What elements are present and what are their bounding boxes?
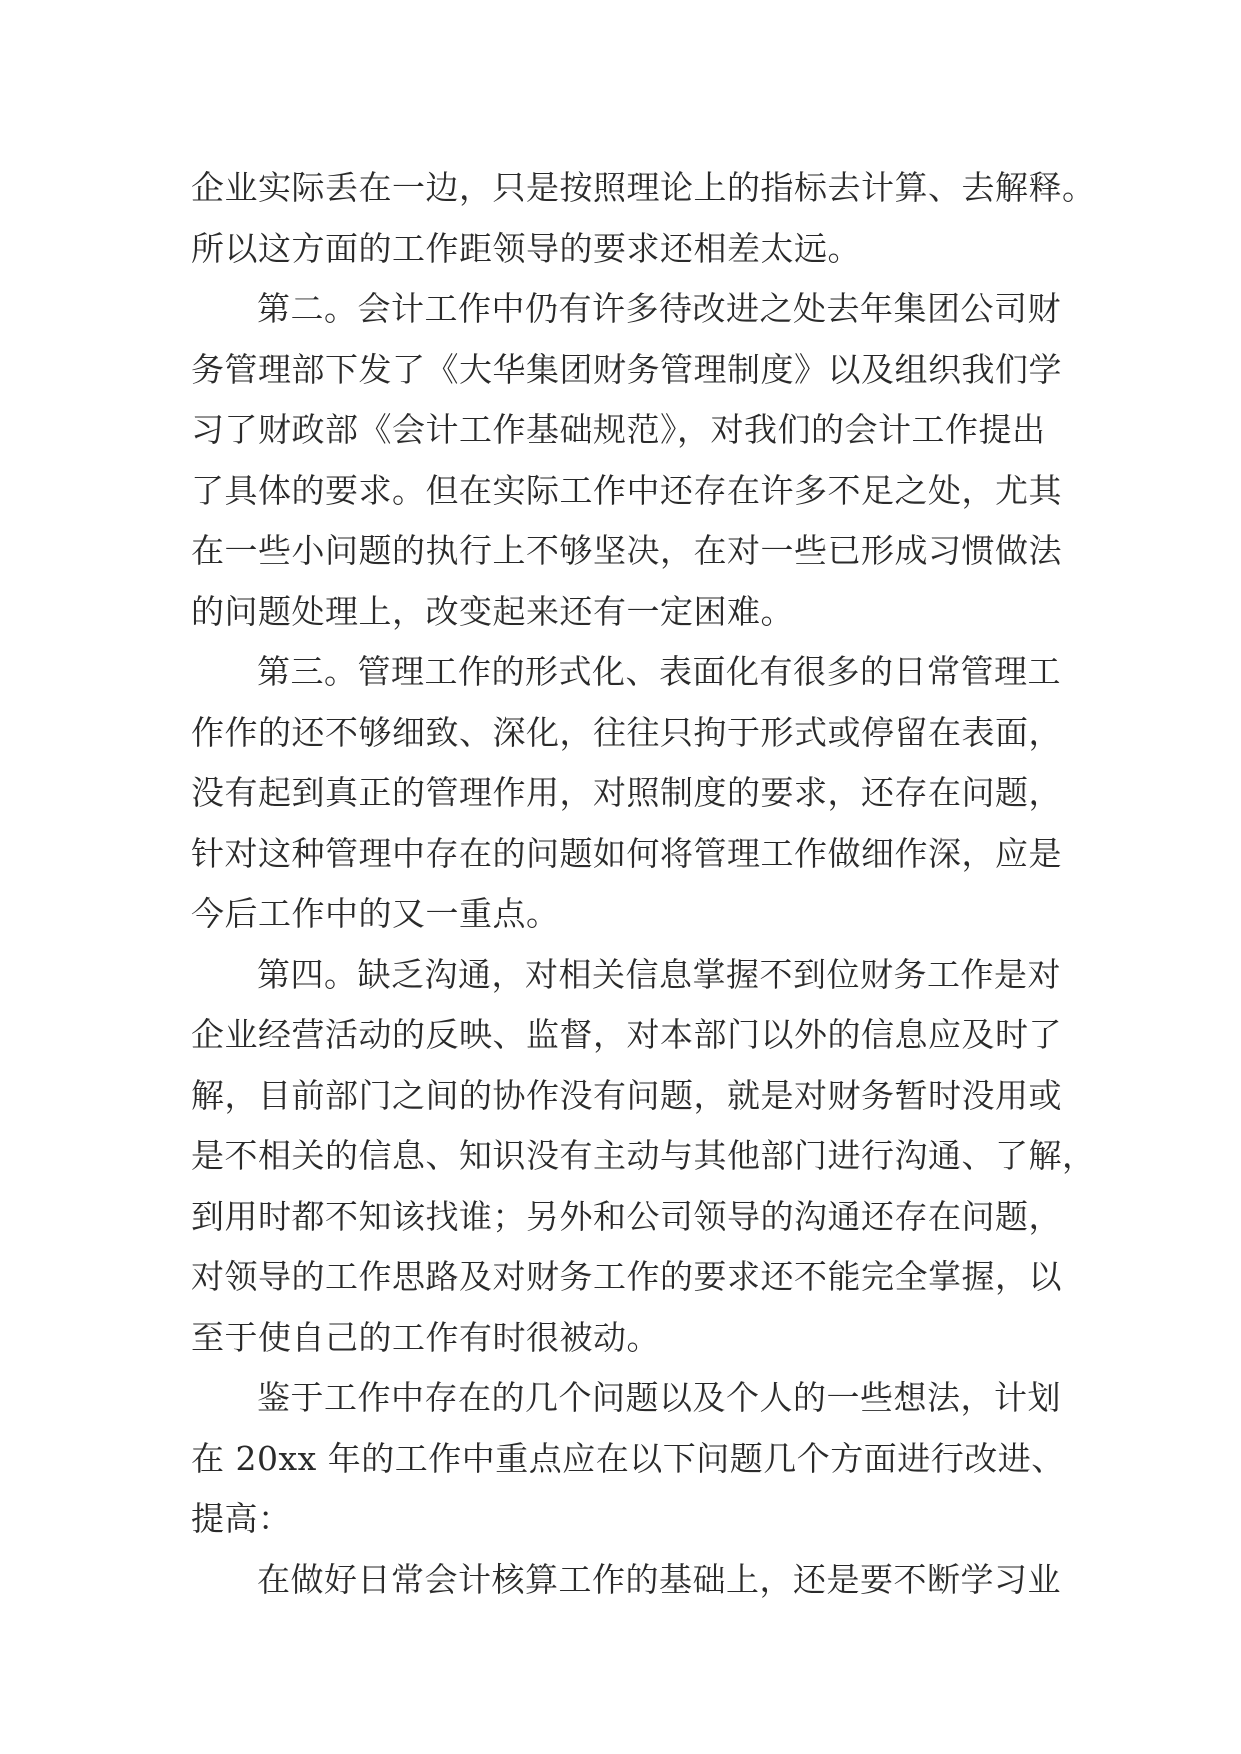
text-line: 解，目前部门之间的协作没有问题，就是对财务暂时没用或 (191, 1075, 1062, 1115)
text-line: 企业经营活动的反映、监督，对本部门以外的信息应及时了 (191, 1015, 1062, 1054)
text-line: 在 20xx 年的工作中重点应在以下问题几个方面进行改进、 (191, 1438, 1065, 1478)
paragraph-start-line: 第四。缺乏沟通，对相关信息掌握不到位财务工作是对 (257, 954, 1061, 994)
text-line: 企业实际丢在一边，只是按照理论上的指标去计算、去解释。 (191, 168, 1096, 207)
text-line: 了具体的要求。但在实际工作中还存在许多不足之处，尤其 (191, 470, 1062, 510)
text-line: 没有起到真正的管理作用，对照制度的要求，还存在问题， (191, 773, 1062, 812)
text-line: 到用时都不知该找谁；另外和公司领导的沟通还存在问题， (191, 1196, 1062, 1236)
text-line: 是不相关的信息、知识没有主动与其他部门进行沟通、了解， (191, 1136, 1096, 1175)
text-line: 作作的还不够细致、深化，往往只拘于形式或停留在表面， (191, 712, 1062, 752)
text-line: 对领导的工作思路及对财务工作的要求还不能完全掌握，以 (191, 1257, 1062, 1296)
paragraph-start-line: 在做好日常会计核算工作的基础上，还是要不断学习业 (257, 1559, 1061, 1599)
body-text (191, 158, 1096, 1610)
text-line: 提高： (191, 1499, 292, 1538)
text-line: 针对这种管理中存在的问题如何将管理工作做细作深，应是 (191, 833, 1062, 873)
text-line: 在一些小问题的执行上不够坚决，在对一些已形成习惯做法 (191, 531, 1062, 570)
text-line: 务管理部下发了《大华集团财务管理制度》以及组织我们学 (191, 349, 1062, 389)
text-line: 今后工作中的又一重点。 (191, 894, 560, 933)
text-line: 所以这方面的工作距领导的要求还相差太远。 (191, 228, 861, 268)
text-line: 至于使自己的工作有时很被动。 (191, 1317, 660, 1357)
text-line: 习了财政部《会计工作基础规范》，对我们的会计工作提出 (191, 410, 1046, 449)
paragraph-start-line: 鉴于工作中存在的几个问题以及个人的一些想法，计划 (257, 1378, 1061, 1417)
paragraph-start-line: 第二。会计工作中仍有许多待改进之处去年集团公司财 (257, 289, 1061, 328)
paragraph-start-line: 第三。管理工作的形式化、表面化有很多的日常管理工 (257, 652, 1061, 691)
text-line: 的问题处理上，改变起来还有一定困难。 (191, 591, 794, 631)
